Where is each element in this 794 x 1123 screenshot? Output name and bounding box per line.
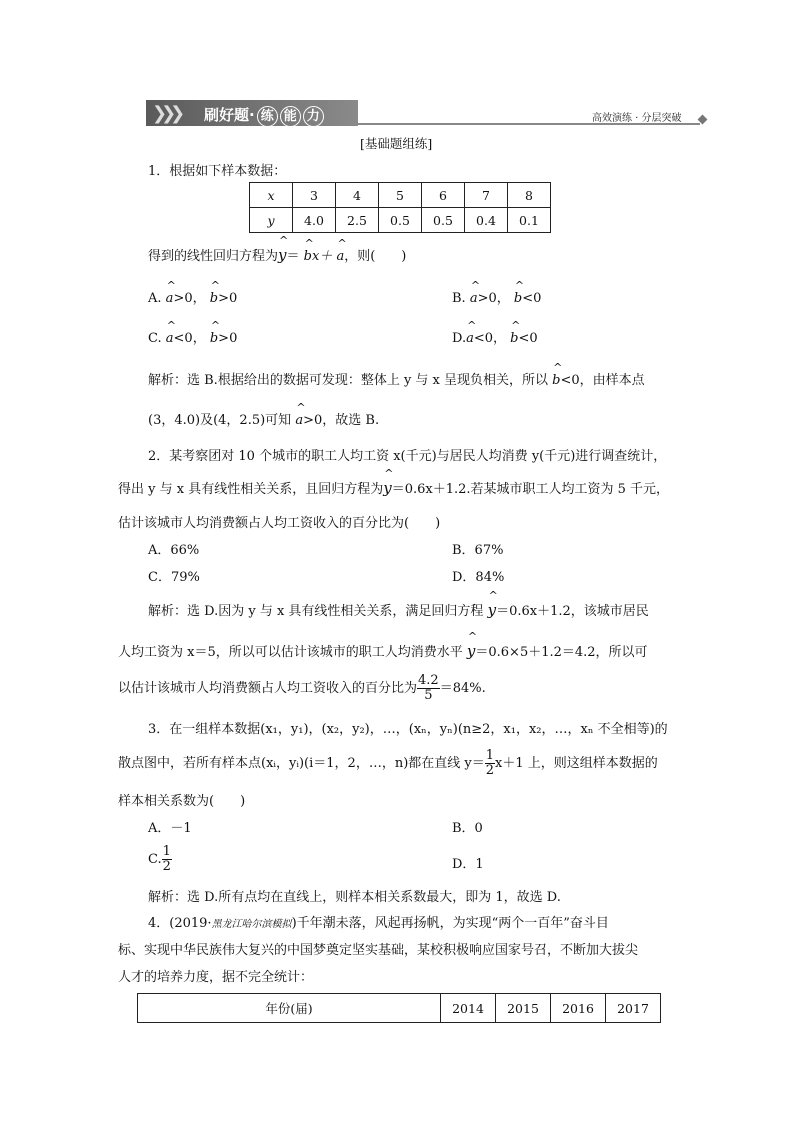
q1-option-c: C. ^ a<0， ^ b>0 — [148, 327, 237, 346]
table-row — [138, 994, 661, 1023]
q4-line3: 人才的培养力度，据不完全统计： — [118, 970, 314, 985]
q2-option-c: C．79% — [148, 570, 200, 585]
q1-solution-line1: 解析：选 B.根据给出的数据可发现：整体上 y 与 x 呈现负相关，所以 ^ b<0，由样本点 — [148, 369, 645, 388]
q4-line1: 4．(2019·黑龙江哈尔滨模拟)千年潮未落，风起再扬帆，为实现“两个一百年”奋斗目 — [148, 916, 609, 931]
chevron-right-icon: ❯❯❯ — [152, 103, 180, 124]
q3-line1: 3．在一组样本数据(x₁，y₁)，(x₂，y₂)，…，(xₙ，yₙ)(n≥2，x₁，x₂，…，xₙ 不全相等)的 — [148, 722, 668, 737]
table-cell: 0.4 — [465, 208, 508, 233]
q4-data-table — [137, 993, 661, 1023]
table-cell: 4 — [336, 183, 379, 208]
table-cell: 8 — [508, 183, 551, 208]
banner-title: 刷好题· 练 能 力 — [204, 104, 324, 127]
header-right-text: 高效演练 · 分层突破 — [592, 113, 682, 124]
table-header-cell: 年份(届) — [138, 994, 441, 1023]
q1-option-d: D.^ a<0， ^ b<0 — [452, 327, 538, 346]
q1-data-table — [249, 182, 551, 233]
table-header-cell: 2017 — [606, 994, 661, 1023]
table-row — [250, 208, 551, 233]
q3-line3: 样本相关系数为( ) — [118, 794, 246, 809]
table-cell: 4.0 — [293, 208, 336, 233]
q2-solution-line1: 解析：选 D.因为 y 与 x 具有线性相关关系，满足回归方程 ^ y＝0.6x＋1.2，该城市居民 — [148, 600, 649, 619]
q1-equation: 得到的线性回归方程为^ y＝ ^ bx＋ ^ a，则( ) — [148, 245, 406, 264]
q3-option-d: D．1 — [452, 857, 484, 872]
q1-solution-line2: (3，4.0)及(4，2.5)可知 ^ a>0，故选 B. — [148, 409, 379, 428]
table-cell: 5 — [379, 183, 422, 208]
table-cell: 0.5 — [379, 208, 422, 233]
q2-option-d: D．84% — [452, 570, 505, 585]
table-cell: x — [250, 183, 293, 208]
table-cell: y — [250, 208, 293, 233]
q1-option-b: B. ^ a>0， ^ b<0 — [452, 287, 541, 306]
q2-line2: 得出 y 与 x 具有线性相关关系，且回归方程为^ y＝0.6x＋1.2.若某城市职工人均工资为 5 千元， — [118, 478, 669, 497]
table-cell: 0.1 — [508, 208, 551, 233]
q2-solution-line2: 人均工资为 x＝5，所以可以估计该城市的职工人均消费水平 ^ y＝0.6×5＋1.2＝4.2，所以可 — [118, 641, 648, 660]
q2-option-b: B．67% — [452, 543, 504, 558]
section-title: [基础题组练] — [360, 136, 433, 151]
table-cell: 0.5 — [422, 208, 465, 233]
table-cell: 6 — [422, 183, 465, 208]
table-header-cell: 2016 — [551, 994, 606, 1023]
table-cell: 2.5 — [336, 208, 379, 233]
q1-option-a: A. ^ a>0， ^ b>0 — [148, 287, 237, 306]
table-header-cell: 2015 — [496, 994, 551, 1023]
table-header-cell: 2014 — [441, 994, 496, 1023]
q3-option-b: B．0 — [452, 821, 483, 836]
q2-line3: 估计该城市人均消费额占人均工资收入的百分比为( ) — [118, 516, 441, 531]
table-cell: 3 — [293, 183, 336, 208]
q4-line2: 标、实现中华民族伟大复兴的中国梦奠定坚实基础，某校积极响应国家号召，不断加大拔尖 — [118, 943, 639, 958]
q3-solution: 解析：选 D.所有点均在直线上，则样本相关系数最大，即为 1，故选 D. — [148, 890, 561, 905]
table-row — [250, 183, 551, 208]
q3-line2: 散点图中，若所有样本点(xᵢ，yᵢ)(i＝1，2，…，n)都在直线 y＝ $\frac{1}{2}$ x＋1 上，则这组样本数据的 — [118, 748, 658, 778]
table-cell: 7 — [465, 183, 508, 208]
q3-option-a: A．－1 — [148, 821, 192, 836]
section-banner — [146, 100, 358, 126]
q3-option-c: C. $\frac{1}{2}$ — [148, 844, 171, 874]
q2-solution-line3: 以估计该城市人均消费额占人均工资收入的百分比为 $\frac{4.2}{5}$ ＝84%. — [118, 673, 486, 703]
q2-option-a: A．66% — [148, 543, 200, 558]
q2-line1: 2．某考察团对 10 个城市的职工人均工资 x(千元)与居民人均消费 y(千元)进行调查统计， — [148, 449, 667, 464]
q1-stem: 1．根据如下样本数据： — [148, 164, 287, 179]
